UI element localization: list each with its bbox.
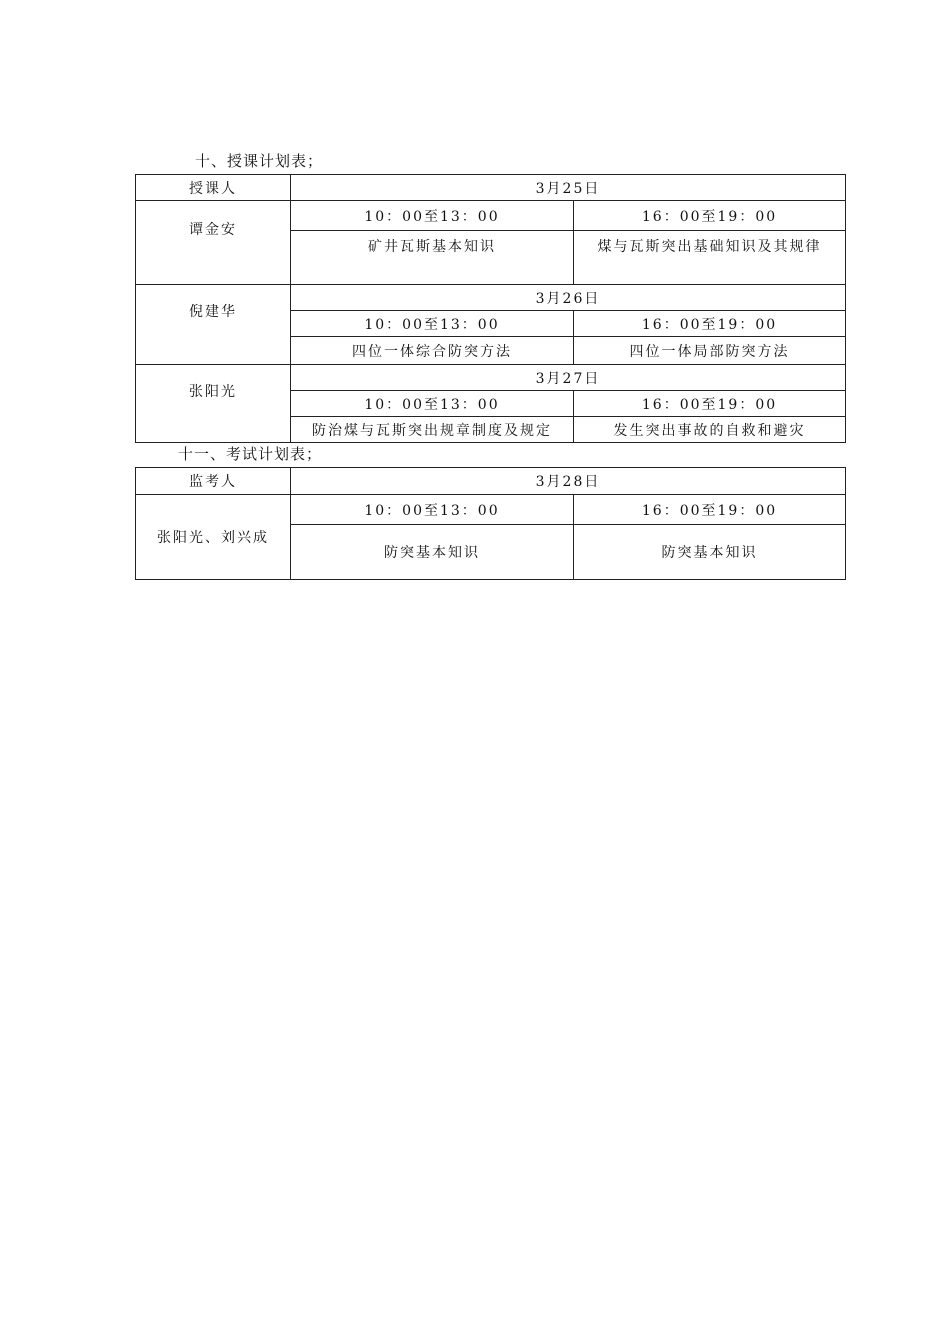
table-row xyxy=(136,365,846,391)
exam-plan-heading: 十一、考试计划表； xyxy=(178,445,323,463)
teacher-column-header: 授课人 xyxy=(136,175,291,201)
topic-cell xyxy=(291,231,574,285)
topic-cell: 防治煤与瓦斯突出规章制度及规定 xyxy=(291,417,574,443)
time-slot-cell: 10：00至13：00 xyxy=(291,495,574,525)
teaching-plan-table xyxy=(135,174,846,443)
topic-cell: 发生突出事故的自救和避灾 xyxy=(574,417,846,443)
time-slot-cell: 16：00至19：00 xyxy=(574,391,846,417)
time-slot-cell: 10：00至13：00 xyxy=(291,201,574,231)
teacher-name-cell xyxy=(136,201,291,285)
table-row xyxy=(136,201,846,231)
exam-plan-table xyxy=(135,467,846,580)
table-row xyxy=(136,495,846,525)
proctor-names-cell: 张阳光、刘兴成 xyxy=(136,495,291,580)
teacher-name: 倪建华 xyxy=(189,304,237,320)
time-slot-cell: 10：00至13：00 xyxy=(291,391,574,417)
exam-subject-cell: 防突基本知识 xyxy=(291,525,574,580)
teacher-name-cell xyxy=(136,285,291,365)
exam-subject-cell: 防突基本知识 xyxy=(574,525,846,580)
table-row xyxy=(136,285,846,311)
teacher-name: 张阳光 xyxy=(189,384,237,400)
time-slot-cell: 16：00至19：00 xyxy=(574,201,846,231)
date-cell: 3月25日 xyxy=(291,175,846,201)
table-row xyxy=(136,468,846,495)
time-slot-cell: 10：00至13：00 xyxy=(291,311,574,337)
date-cell: 3月26日 xyxy=(291,285,846,311)
topic-cell: 四位一体局部防突方法 xyxy=(574,337,846,365)
proctor-column-header: 监考人 xyxy=(136,468,291,495)
time-slot-cell: 16：00至19：00 xyxy=(574,495,846,525)
teacher-name: 谭金安 xyxy=(189,222,237,238)
date-cell: 3月27日 xyxy=(291,365,846,391)
date-cell: 3月28日 xyxy=(291,468,846,495)
teacher-name-cell xyxy=(136,365,291,443)
topic-cell xyxy=(574,231,846,285)
topic-cell: 四位一体综合防突方法 xyxy=(291,337,574,365)
table-row xyxy=(136,175,846,201)
topic-text: 煤与瓦斯突出基础知识及其规律 xyxy=(597,239,822,255)
time-slot-cell: 16：00至19：00 xyxy=(574,311,846,337)
teaching-plan-heading: 十、授课计划表； xyxy=(195,152,324,170)
topic-text: 矿井瓦斯基本知识 xyxy=(368,239,496,255)
